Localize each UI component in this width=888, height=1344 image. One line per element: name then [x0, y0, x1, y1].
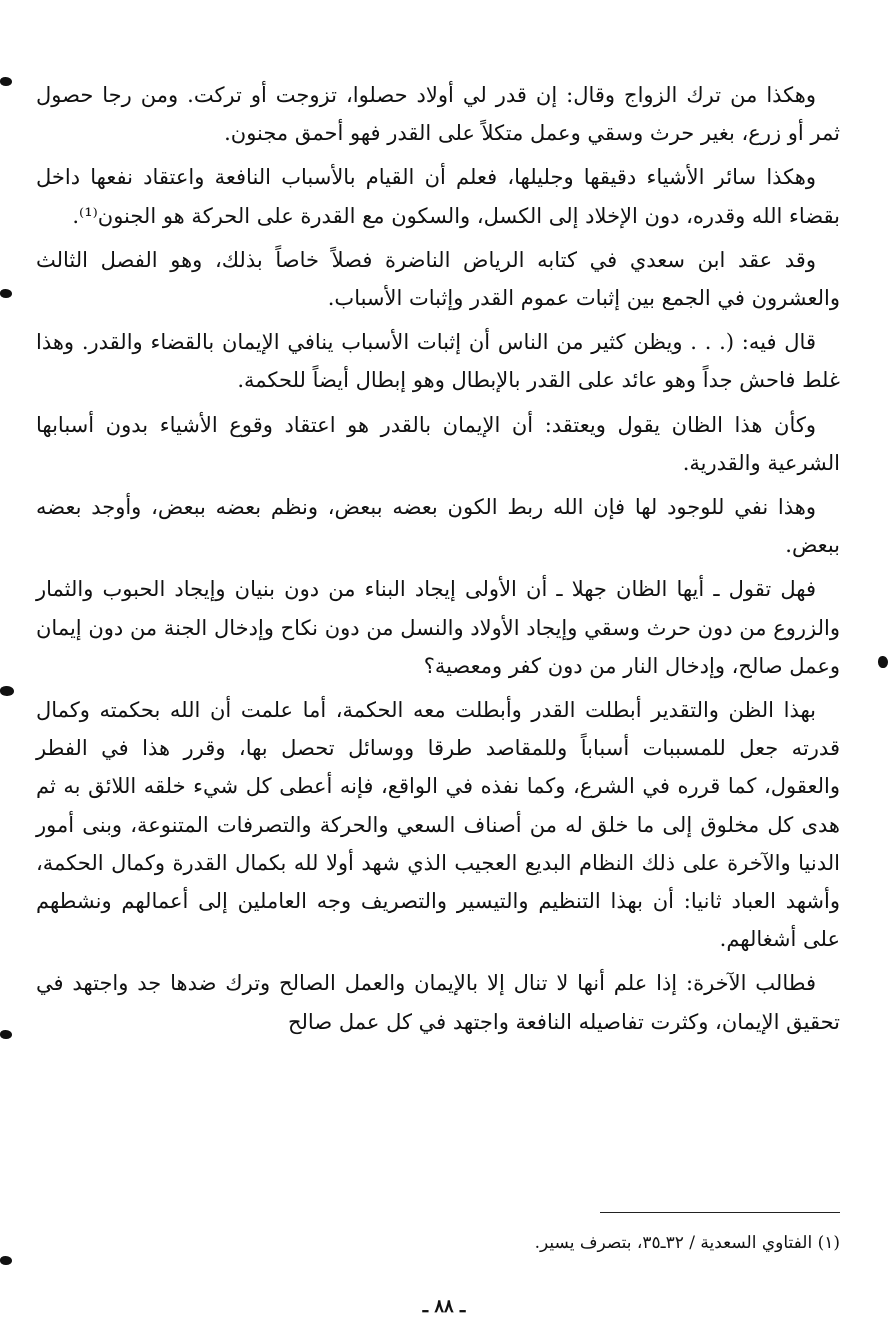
- paragraph: بهذا الظن والتقدير أبطلت القدر وأبطلت معه الحكمة، أما علمت أن الله بحكمته وكمال قدرته جعل للمسببات أسباباً وللمقاصد طرقا ووسائل تحصل بها، وقرر هذا في الفطر والعقول، كما قرره في الشرع، وكما نفذه في الواقع، فإنه أعطى كل شيء خلقه اللائق به ثم هدى كل مخلوق إلى ما خلق له من أصناف السعي والحركة والتصرفات المتنوعة، وبنى أمور الدنيا والآخرة على ذلك النظام البديع العجيب الذي شهد أولا لله بكمال القدرة وكمال الحكمة، وأشهد العباد ثانيا: أن بهذا التنظيم والتيسير والتصريف وجه العاملين إلى أعمالهم ونشطهم على أشغالهم.: [36, 698, 840, 952]
- footnote-divider: [600, 1212, 840, 1213]
- page-number: ـ ٨٨ ـ: [422, 1296, 466, 1317]
- binding-mark-icon: [878, 656, 888, 668]
- paragraph: وهكذا من ترك الزواج وقال: إن قدر لي أولاد حصلوا، تزوجت أو تركت. ومن رجا حصول ثمر أو زرع، بغير حرث وسقي وعمل متكلاً على القدر فهو أحمق مجنون.: [36, 83, 840, 146]
- footnote: (١) الفتاوي السعدية / ٣٢ـ٣٥، بتصرف يسير.: [534, 1233, 840, 1253]
- paragraph: قال فيه: (. . . ويظن كثير من الناس أن إثبات الأسباب ينافي الإيمان بالقضاء والقدر. وهذا غلط فاحش جداً وهو عائد على القدر بالإبطال وهو إبطال أيضاً للحكمة.: [36, 330, 840, 393]
- paragraph: فطالب الآخرة: إذا علم أنها لا تنال إلا بالإيمان والعمل الصالح وترك ضدها جد واجتهد في تحقيق الإيمان، وكثرت تفاصيله النافعة واجتهد في كل عمل صالح: [36, 971, 840, 1034]
- paragraph: وكأن هذا الظان يقول ويعتقد: أن الإيمان بالقدر هو اعتقاد وقوع الأشياء بدون أسبابها الشرعية والقدرية.: [36, 412, 840, 475]
- binding-mark-icon: [0, 77, 12, 86]
- paragraph: فهل تقول ـ أيها الظان جهلا ـ أن الأولى إيجاد البناء من دون بنيان وإيجاد الحبوب والثمار والزروع من دون حرث وسقي وإيجاد الأولاد والنسل من دون نكاح وإدخال الجنة من دون إيمان وعمل صالح، وإدخال النار من دون كفر ومعصية؟: [36, 577, 840, 678]
- paragraph: وهذا نفي للوجود لها فإن الله ربط الكون بعضه ببعض، ونظم بعضه ببعض، وأوجد بعضه ببعض.: [36, 495, 840, 558]
- body-text: [36, 76, 840, 1047]
- paragraph: وهكذا سائر الأشياء دقيقها وجليلها، فعلم أن القيام بالأسباب النافعة واعتقاد نفعها داخل بقضاء الله وقدره، دون الإخلاد إلى الكسل، والسكون مع القدرة على الحركة هو الجنون⁽¹⁾.: [36, 165, 840, 228]
- binding-mark-icon: [0, 289, 12, 298]
- binding-mark-icon: [0, 686, 14, 696]
- binding-mark-icon: [0, 1256, 12, 1265]
- binding-mark-icon: [0, 1030, 12, 1039]
- paragraph: وقد عقد ابن سعدي في كتابه الرياض الناضرة فصلاً خاصاً بذلك، وهو الفصل الثالث والعشرون في الجمع بين إثبات عموم القدر وإثبات الأسباب.: [36, 247, 840, 311]
